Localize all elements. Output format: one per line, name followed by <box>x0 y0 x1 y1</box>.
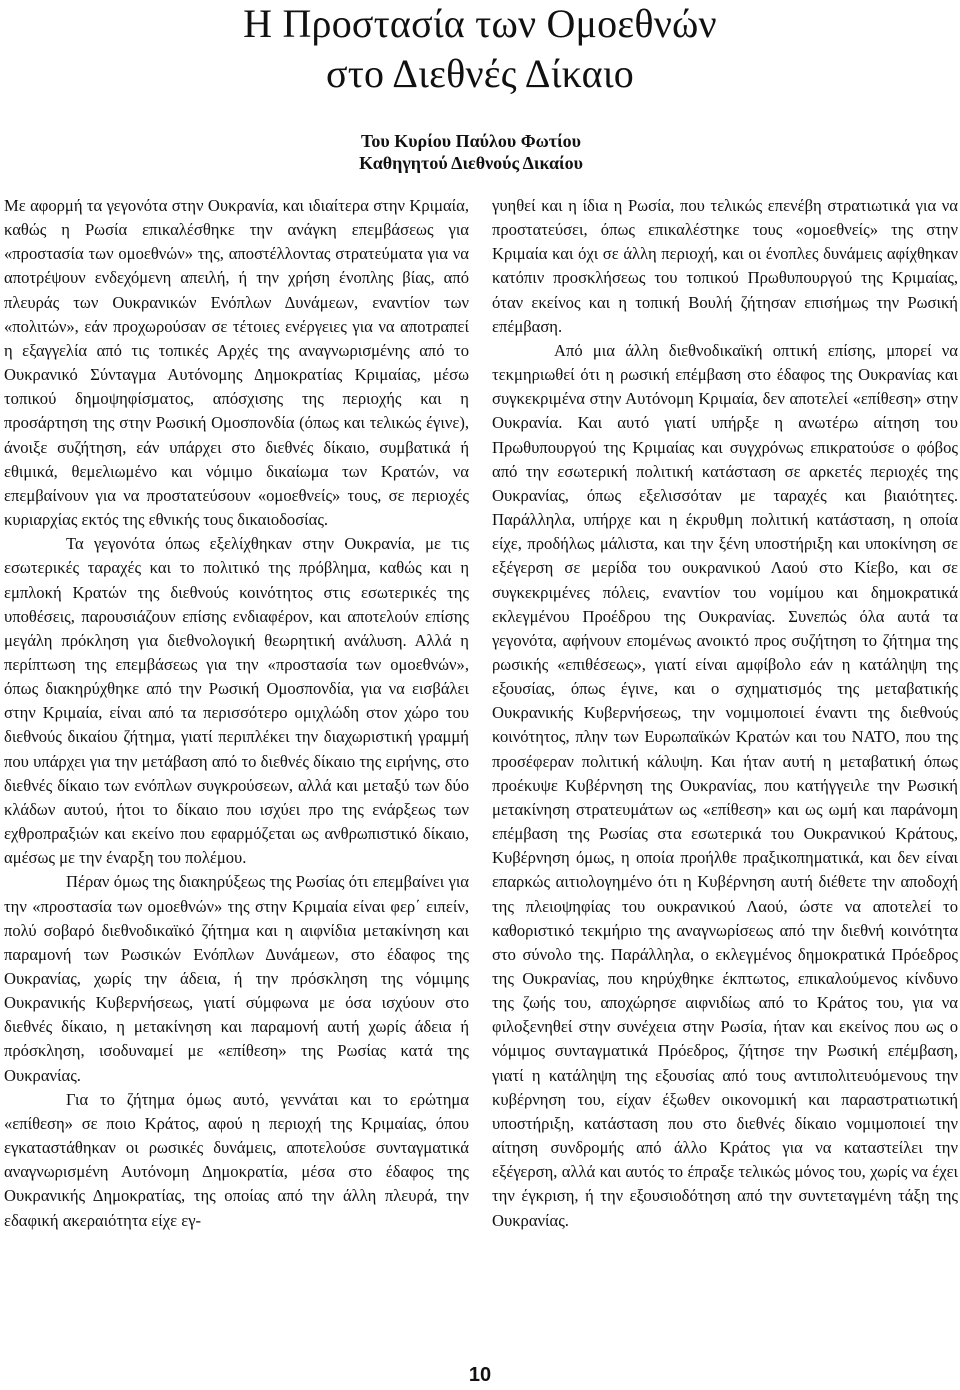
paragraph: γυηθεί και η ίδια η Ρωσία, που τελικώς επενέβη στρατιωτικά για να προστατεύσει, όπως επικαλέστηκε τους «ομοεθνείς» της στην Κριμαία και όχι σε άλλη περιοχή, και οι ένοπλες δυνάμεις αφίχθηκαν κατόπιν προσκλήσεως του τοπικού Πρωθυπουργού της Κριμαίας, όταν εκείνος και η τοπική Βουλή ζήτησαν επισήμως την Ρωσική επέμβαση. <box>492 196 958 336</box>
page-number: 10 <box>468 1364 492 1386</box>
paragraph: Πέραν όμως της διακηρύξεως της Ρωσίας ότι επεμβαίνει για την «προστασία των ομοεθνών» της στην Κριμαία είναι φερ΄ ειπείν, πολύ σοβαρό διεθνοδικαϊκό ζήτημα και η αιφνίδια μετακίνηση και παραμονή των Ρωσικών Ενόπλων Δυνάμεων, στο έδαφος της Ουκρανίας, χωρίς την άδεια, ή την πρόσκληση της νόμιμης Ουκρανικής Κυβερνήσεως, γιατί σύμφωνα με όσα ισχύουν στο διεθνές δίκαιο, η μετακίνηση και παραμονή αυτή χωρίς άδεια ή πρόσκληση, ισοδυναμεί με «επίθεση» της Ρωσίας κατά της Ουκρανίας. <box>4 872 469 1085</box>
author-name: Του Κυρίου Παύλου Φωτίου <box>361 131 581 151</box>
article-title-line-2: στο Διεθνές Δίκαιο <box>326 51 634 96</box>
paragraph: Με αφορμή τα γεγονότα στην Ουκρανία, και ιδιαίτερα στην Κριμαία, καθώς η Ρωσία επικαλέσθηκε την ανάγκη επεμβάσεως για «προστασία των ομοεθνών» της, αποστέλλοντας στρατεύματα για να αποτρέψουν ενδεχόμενη απειλή, ή την χρήση ένοπλης βίας, από πλευράς των Ουκρανικών Ενόπλων Δυνάμεων, εναντίον των «πολιτών», εάν προχωρούσαν σε τέτοιες ενέργειες για να αποτραπεί η εξαγγελία από τις τοπικές Αρχές της αναγνωρισμένης από το Ουκρανικό Σύνταγμα Αυτόνομης Δημοκρατίας Κριμαίας, μέσω τοπικού δημοψηφίσματος, απόσχισης της περιοχής και η προσάρτηση της στην Ρωσική Ομοσπονδία (όπως και τελικώς έγινε), άνοιξε συζήτηση, εάν υπάρχει στο διεθνές δίκαιο, συμβατικά ή εθιμικά, θεμελιωμένο και νόμιμο δικαίωμα των Κρατών, να επεμβαίνουν για να προστατεύσουν «ομοεθνείς» τους, σε περιοχές κυριαρχίας εκτός της εθνικής τους δικαιοδοσίας. <box>4 196 469 530</box>
author-title: Καθηγητού Διεθνούς Δικαίου <box>359 153 583 173</box>
right-text-column <box>492 194 958 1233</box>
paragraph: Από μια άλλη διεθνοδικαϊκή οπτική επίσης, μπορεί να τεκμηριωθεί ότι η ρωσική επέμβαση στο έδαφος της Ουκρανίας και συγκεκριμένα στην Αυτόνομη Κριμαία, δεν αποτελεί «επίθεση» στην Ουκρανία. Και αυτό γιατί υπήρξε η ανωτέρω αίτηση του Πρωθυπουργού της Κριμαίας και συγχρόνως επικρατούσε ο φόβος από την εσωτερική πολιτική κατάσταση σε αρκετές περιοχές της Ουκρανίας, όπως εξελισσόταν με ταραχές και βιαιότητες. Παράλληλα, υπήρχε και η έκρυθμη πολιτική κατάσταση, η οποία είχε, προδήλως μάλιστα, και την ξένη υποστήριξη και υποκίνηση σε εξέγερση σε μερίδα του ουκρανικού Λαού στο Κίεβο, και σε συγκεκριμένες πόλεις, εναντίον του νομίμου και δημοκρατικά εκλεγμένου Προέδρου της Ουκρανίας. Συνεπώς όλα αυτά τα γεγονότα, αφήνουν επομένως ανοικτό προς συζήτηση το ζήτημα της ρωσικής «επιθέσεως», γιατί είναι αμφίβολο εάν η κατάληψη της εξουσίας, όπως έγινε, και ο σχηματισμός της μεταβατικής Ουκρανικής Κυβερνήσεως, την νομιμοποιεί έναντι της διεθνούς κοινότητος, πλην των Ευρωπαϊκών Κρατών και του ΝΑΤΟ, που της προσέφεραν πολιτική κάλυψη. Και ήταν αυτή η μεταβατική όπως προέκυψε Κυβέρνηση της Ουκρανίας, που κατήγγειλε την Ρωσική μετακίνηση στρατευμάτων ως «επίθεση» και ως ωμή και παράνομη επέμβαση της Ρωσίας στα εσωτερικά του Ουκρανικού Κράτους, Κυβέρνηση όμως, η οποία προήλθε πραξικοπηματικά, και δεν είναι επαρκώς αιτιολογημένο ότι η Κυβέρνηση αυτή διέθετε την αποδοχή της πλειοψηφίας του ουκρανικού Λαού, ώστε να αποτελεί το καθοριστικό τεκμήριο της αναγνωρίσεως από την διεθνή κοινότητα στο σύνολο της. Παράλληλα, ο εκλεγμένος δημοκρατικά Πρόεδρος της Ουκρανίας, που κηρύχθηκε έκπτωτος, επικαλούμενος κίνδυνο της ζωής του, αποχώρησε αιφνιδίως από το Κράτος του, για να φιλοξενηθεί στην συνέχεια στην Ρωσία, ήταν και εκείνος που ως ο νόμιμος συνταγματικά Πρόεδρος, ζήτησε την Ρωσική επέμβαση, γιατί η κατάληψη της εξουσίας από τους αντιπολιτευόμενους την κυβέρνηση του, είχαν έξωθεν οικονομική και παραστρατιωτική υποστήριξη, κατάσταση που στο διεθνές δίκαιο νομιμοποιεί την αίτηση συνδρομής από άλλο Κράτος για να καταστείλει την εξέγερση, αλλά και αυτός το έπραξε τελικώς μόνος του, χωρίς να έχει την έγκριση, ή την εξουσιοδότηση από την συντεταγμένη τάξη της Ουκρανίας. <box>492 340 958 1230</box>
left-text-column <box>4 194 469 1233</box>
paragraph: Τα γεγονότα όπως εξελίχθηκαν στην Ουκρανία, με τις εσωτερικές ταραχές και το πολιτικό της πρόβλημα, καθώς και η εμπλοκή Κρατών της διεθνούς κοινότητος στις εσωτερικές της υποθέσεις, παρουσιάζουν επίσης ενδιαφέρον, και αποτελούν επίσης μεγάλη πρόκληση για διεθνολογική θεωρητική ανάλυση. Αλλά η περίπτωση της επεμβάσεως για την «προστασία των ομοεθνών», όπως διακηρύχθηκε από την Ρωσική Ομοσπονδία, για να εισβάλει στην Κριμαία, είναι από τα περισσότερο ομιχλώδη στον χώρο του διεθνούς δικαίου ζήτημα, γιατί περιπλέκει την διαχωριστική γραμμή που υπάρχει για την μετάβαση από το διεθνές δίκαιο της ειρήνης, στο διεθνές δίκαιο των ενόπλων συγκρούσεων, αλλά και μεταξύ των δύο κλάδων αυτού, ήτοι το δίκαιο που ισχύει προ της ενάρξεως των εχθροπραξιών και εκείνο που εφαρμόζεται ως ανθρωπιστικό δίκαιο, αμέσως με την έναρξη του πολέμου. <box>4 534 469 868</box>
article-title-line-1: Η Προστασία των Ομοεθνών <box>243 1 717 46</box>
paragraph: Για το ζήτημα όμως αυτό, γεννάται και το ερώτημα «επίθεση» σε ποιο Κράτος, αφού η περιοχή της Κριμαίας, όπου εγκαταστάθηκαν οι ρωσικές δυνάμεις, αποτελούσε συνταγματικά αναγνωρισμένη Αυτόνομη Δημοκρατία, μέσα στο έδαφος της Ουκρανικής Δημοκρατίας, της οποίας από την άλλη πλευρά, την εδαφική ακεραιότητα είχε εγ- <box>4 1089 469 1230</box>
